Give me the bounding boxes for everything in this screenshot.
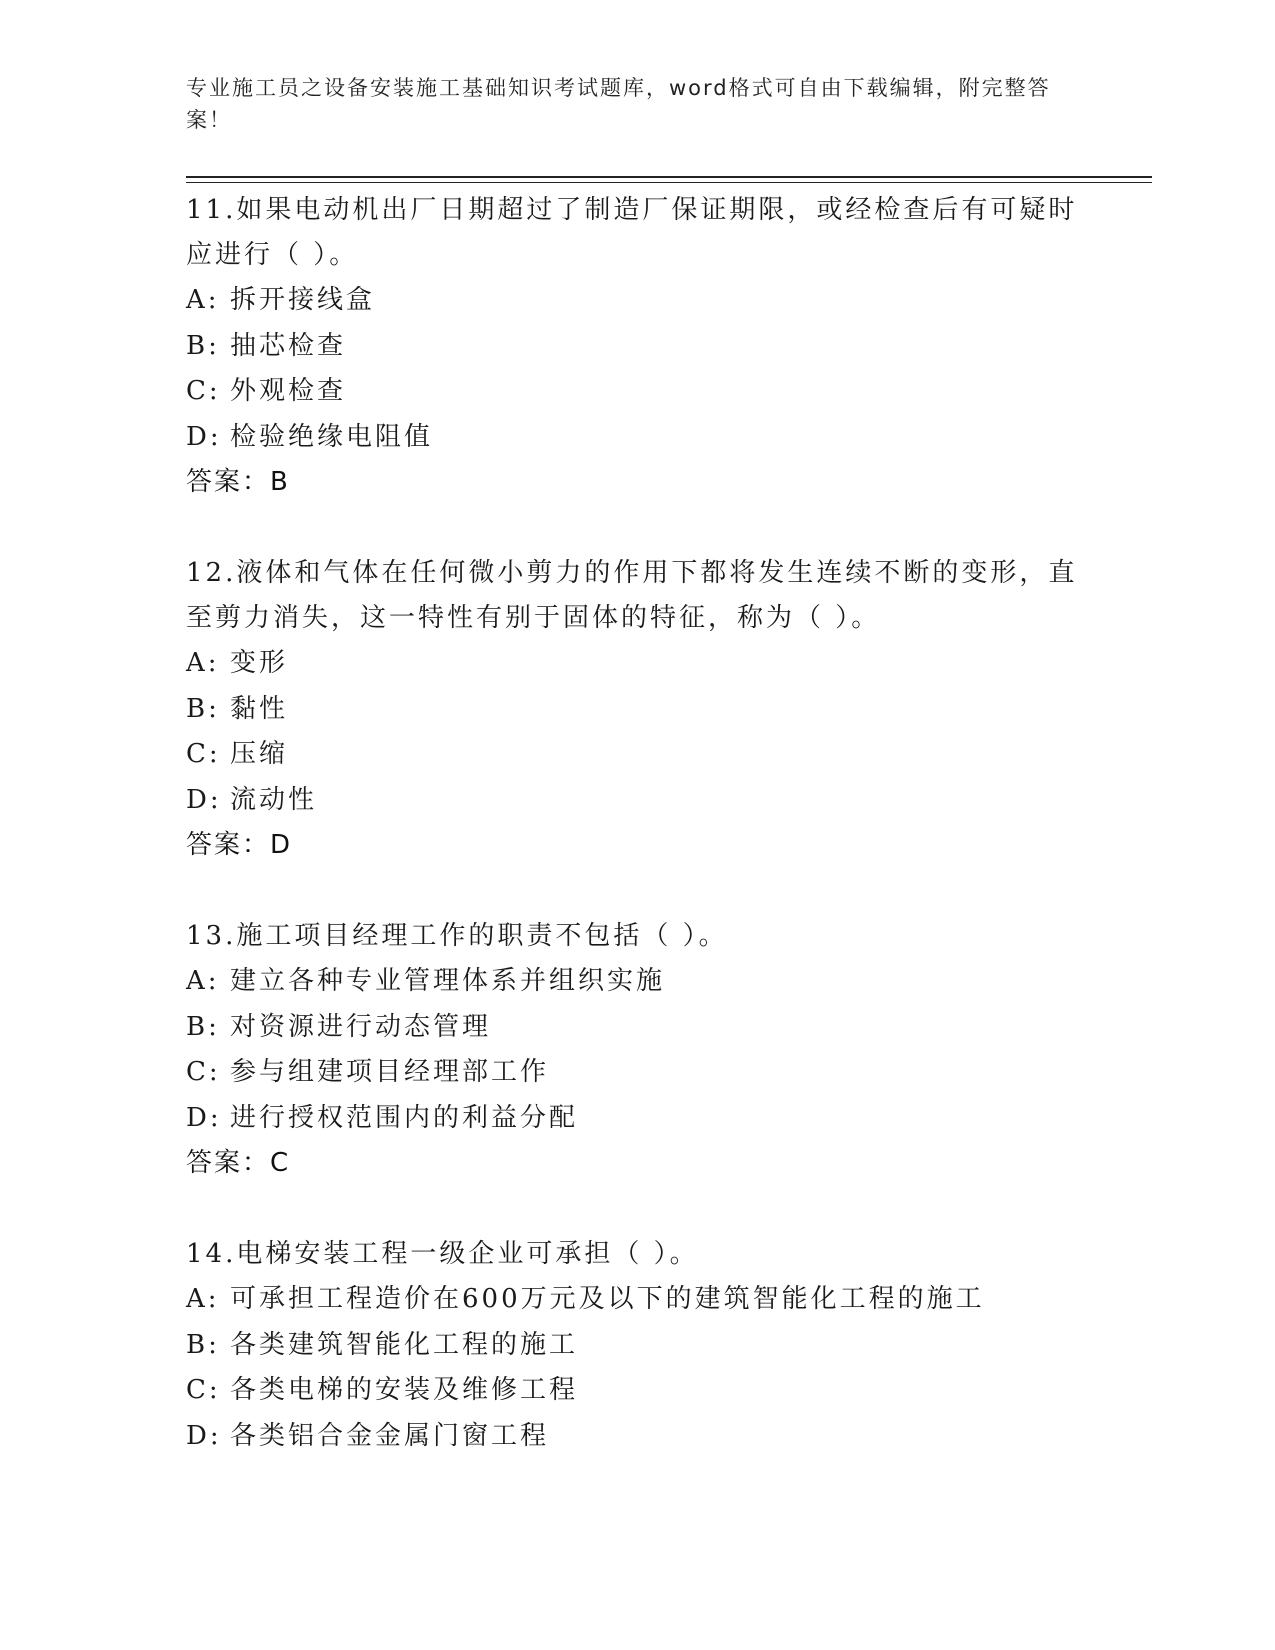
answer-line: 答案：B [186, 467, 290, 497]
option-text: 建立各种专业管理体系并组织实施 [230, 966, 666, 996]
option-text: 黏性 [230, 693, 289, 724]
question-12 [186, 551, 1086, 868]
answer-line: 答案：D [186, 830, 293, 860]
option-text: 各类电梯的安装及维修工程 [230, 1375, 579, 1405]
option-letter: A: [186, 966, 220, 996]
option-text: 可承担工程造价在600万元及以下的建筑智能化工程的施工 [230, 1284, 985, 1314]
question-13 [186, 914, 1086, 1186]
option-letter: C: [186, 1375, 221, 1405]
option-letter: A: [186, 1284, 220, 1314]
question-stem: 11.如果电动机出厂日期超过了制造厂保证期限，或经检查后有可疑时应进行（ ）。 [186, 195, 1078, 270]
answer-line: 答案：C [186, 1148, 291, 1178]
option-letter: B: [186, 1329, 220, 1360]
option-a [186, 1277, 1086, 1323]
option-d [186, 778, 1086, 824]
option-text: 各类铝合金金属门窗工程 [230, 1420, 550, 1451]
option-a [186, 959, 1086, 1005]
option-c [186, 369, 1086, 415]
option-c [186, 1050, 1086, 1096]
option-text: 各类建筑智能化工程的施工 [230, 1329, 579, 1360]
option-text: 参与组建项目经理部工作 [230, 1057, 550, 1087]
question-stem: 14.电梯安装工程一级企业可承担（ ）。 [186, 1239, 699, 1269]
option-text: 进行授权范围内的利益分配 [230, 1102, 579, 1133]
question-stem: 13.施工项目经理工作的职责不包括（ ）。 [186, 921, 728, 951]
option-b [186, 324, 1086, 370]
option-letter: D: [186, 784, 222, 815]
question-11 [186, 188, 1086, 505]
option-d [186, 415, 1086, 461]
option-b [186, 1005, 1086, 1051]
option-b [186, 1323, 1086, 1369]
option-letter: C: [186, 739, 221, 769]
question-14 [186, 1232, 1086, 1459]
option-letter: B: [186, 330, 220, 361]
header-divider-thick [186, 176, 1152, 178]
option-text: 检验绝缘电阻值 [230, 421, 434, 452]
option-letter: C: [186, 376, 221, 406]
option-text: 变形 [230, 648, 289, 678]
option-letter: D: [186, 421, 222, 452]
option-letter: B: [186, 1011, 220, 1042]
document-header: 专业施工员之设备安装施工基础知识考试题库，word格式可自由下载编辑，附完整答案！ [186, 76, 1051, 132]
option-text: 压缩 [230, 739, 289, 769]
option-letter: C: [186, 1057, 221, 1087]
header-divider-thin [186, 182, 1152, 183]
option-c [186, 732, 1086, 778]
option-c [186, 1368, 1086, 1414]
option-d [186, 1414, 1086, 1460]
option-letter: A: [186, 285, 220, 315]
option-text: 抽芯检查 [230, 330, 347, 361]
option-letter: D: [186, 1102, 222, 1133]
option-letter: A: [186, 648, 220, 678]
option-text: 流动性 [230, 784, 318, 815]
option-a [186, 278, 1086, 324]
option-text: 拆开接线盒 [230, 285, 376, 315]
option-d [186, 1096, 1086, 1142]
option-text: 对资源进行动态管理 [230, 1011, 492, 1042]
option-b [186, 687, 1086, 733]
option-letter: B: [186, 693, 220, 724]
option-text: 外观检查 [230, 376, 347, 406]
question-stem: 12.液体和气体在任何微小剪力的作用下都将发生连续不断的变形，直至剪力消失，这一特性有别于固体的特征，称为（ ）。 [186, 558, 1078, 633]
option-letter: D: [186, 1420, 222, 1451]
option-a [186, 641, 1086, 687]
